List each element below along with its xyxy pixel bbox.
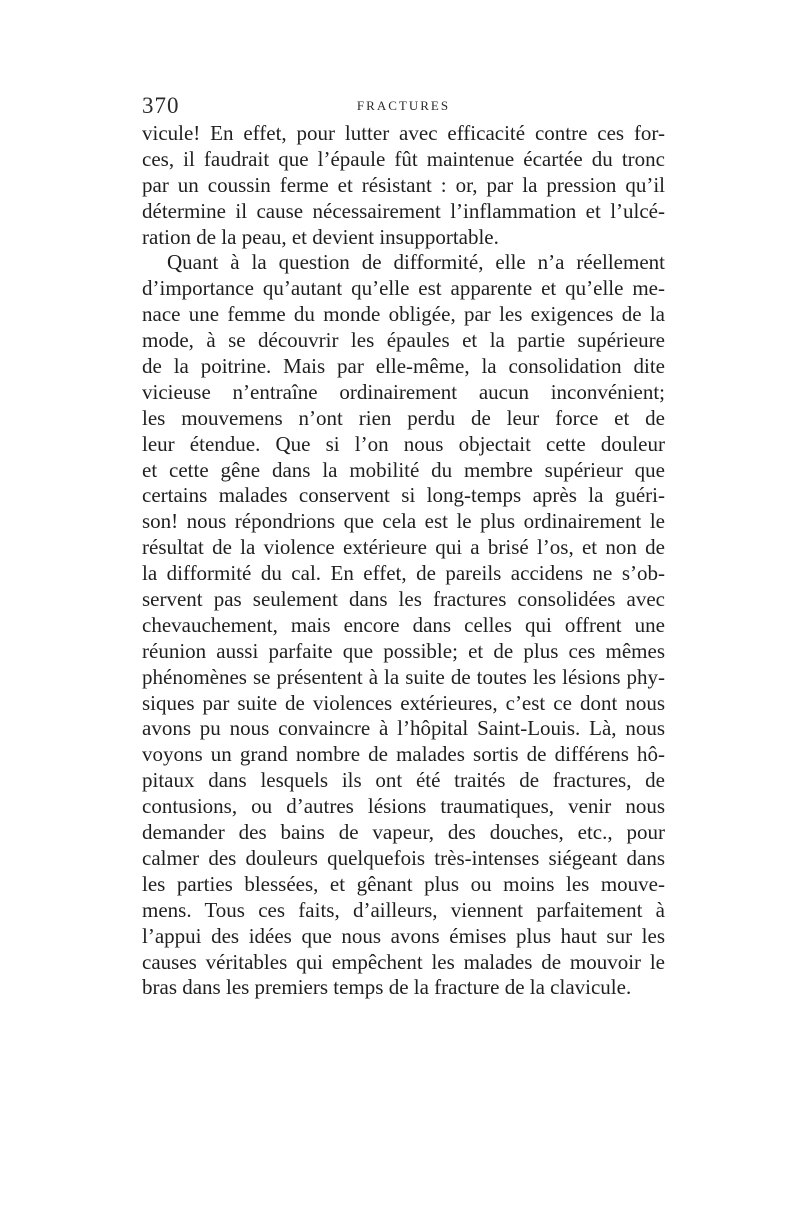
text-line: servent pas seulement dans les fractures consolidées avec	[142, 587, 665, 612]
text-line: mens. Tous ces faits, d’ailleurs, viennent parfaitement à	[142, 897, 665, 922]
page-number: 370	[142, 93, 180, 118]
text-line: ces, il faudrait que l’épaule fût maintenue écartée du tronc	[142, 146, 665, 171]
text-line: et cette gêne dans la mobilité du membre supérieur que	[142, 457, 665, 482]
text-line: les mouvemens n’ont rien perdu de leur force et de	[142, 405, 665, 430]
text-line: résultat de la violence extérieure qui a brisé l’os, et non de	[142, 535, 665, 560]
text-line: phénomènes se présentent à la suite de toutes les lésions phy-	[142, 664, 665, 689]
text-line: bras dans les premiers temps de la fracture de la clavicule.	[142, 975, 632, 1000]
text-line: voyons un grand nombre de malades sortis de différens hô-	[142, 742, 665, 767]
text-line: vicule! En effet, pour lutter avec efficacité contre ces for-	[142, 121, 665, 145]
text-line: calmer des douleurs quelquefois très-intenses siégeant dans	[142, 845, 665, 870]
text-line: réunion aussi parfaite que possible; et de plus ces mêmes	[142, 638, 665, 663]
text-line: leur étendue. Que si l’on nous objectait cette douleur	[142, 431, 665, 456]
text-line: les parties blessées, et gênant plus ou moins les mouve-	[142, 871, 665, 896]
body-text	[142, 121, 665, 1001]
page-header	[142, 93, 665, 123]
text-line: contusions, ou d’autres lésions traumatiques, venir nous	[142, 794, 665, 819]
text-line: siques par suite de violences extérieures, c’est ce dont nous	[142, 690, 665, 715]
text-line: Quant à la question de difformité, elle n’a réellement	[167, 250, 665, 275]
text-line: chevauchement, mais encore dans celles qui offrent une	[142, 612, 665, 637]
text-line: la difformité du cal. En effet, de pareils accidens ne s’ob-	[142, 561, 665, 586]
text-line: détermine il cause nécessairement l’inflammation et l’ulcé-	[142, 198, 665, 223]
text-line: causes véritables qui empêchent les malades de mouvoir le	[142, 949, 665, 974]
text-line: demander des bains de vapeur, des douches, etc., pour	[142, 820, 665, 845]
running-title: FRACTURES	[356, 98, 451, 113]
text-line: d’importance qu’autant qu’elle est apparente et qu’elle me-	[142, 276, 665, 301]
text-line: nace une femme du monde obligée, par les exigences de la	[142, 302, 665, 327]
text-line: l’appui des idées que nous avons émises plus haut sur les	[142, 923, 665, 948]
text-line: son! nous répondrions que cela est le plus ordinairement le	[142, 509, 665, 534]
text-line: mode, à se découvrir les épaules et la partie supérieure	[142, 328, 665, 353]
text-line: ration de la peau, et devient insupportable.	[142, 224, 499, 249]
text-line: vicieuse n’entraîne ordinairement aucun inconvénient;	[142, 379, 665, 404]
text-line: par un coussin ferme et résistant : or, par la pression qu’il	[142, 172, 665, 197]
text-line: certains malades conservent si long-temps après la guéri-	[142, 483, 665, 508]
text-line: pitaux dans lesquels ils ont été traités de fractures, de	[142, 768, 665, 793]
text-line: de la poitrine. Mais par elle-même, la consolidation dite	[142, 354, 665, 379]
text-line: avons pu nous convaincre à l’hôpital Saint-Louis. Là, nous	[142, 716, 665, 741]
